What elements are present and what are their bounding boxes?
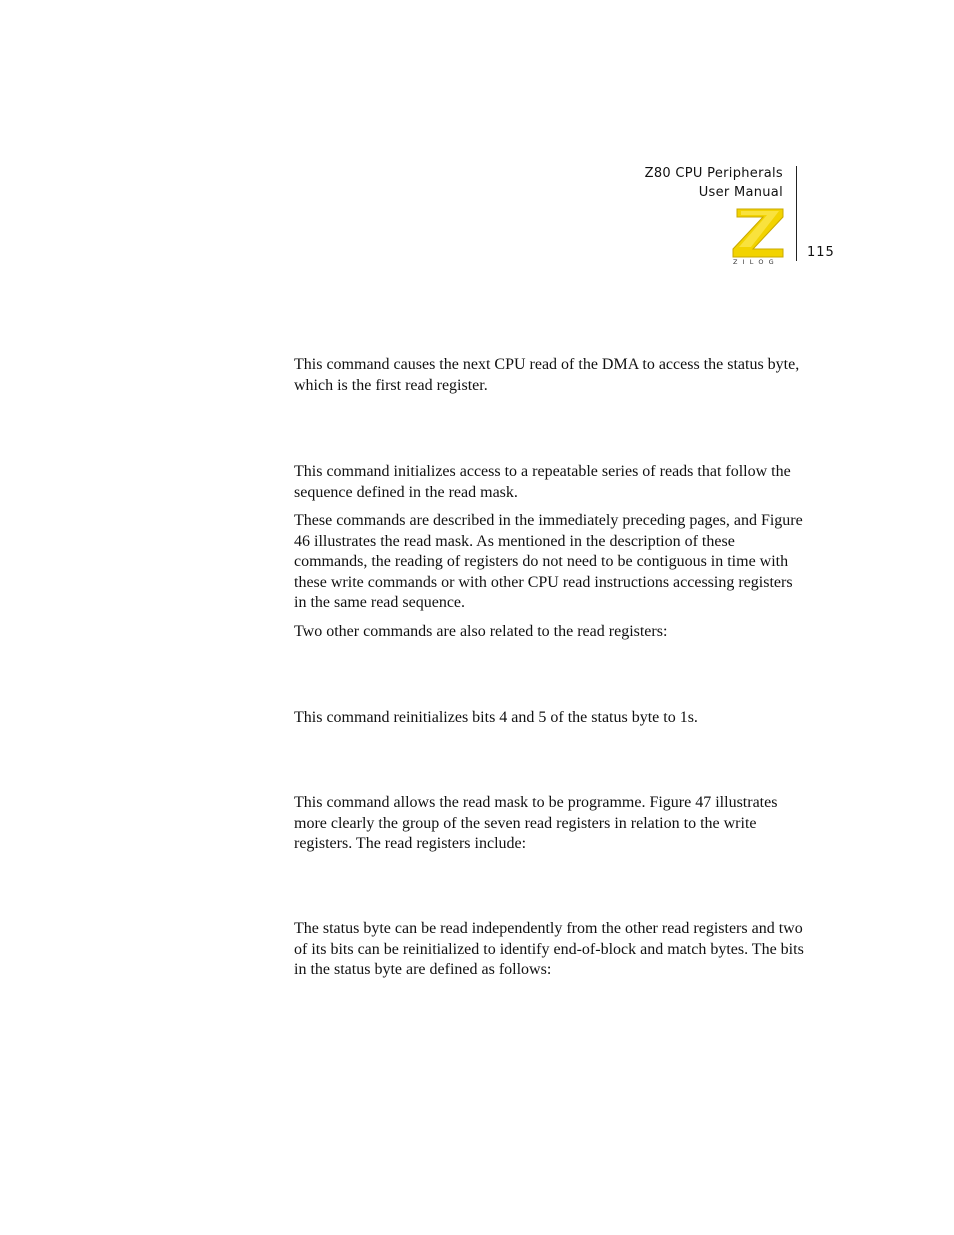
paragraph-read-mask-description: These commands are described in the immediately preceding pages, and Figure 46 illustrates the read mask. As mentioned in the description of these commands, the reading of registers do not need to be contiguous in time with these write commands or with other CPU read instructions accessing registers in the same read sequence. [294,512,803,611]
logo-wordmark: ZILOG [733,258,779,265]
paragraph-reinitialize-status-byte: This command reinitializes bits 4 and 5 of the status byte to 1s. [294,709,698,726]
page-number: 115 [807,245,835,260]
paragraph-status-byte: The status byte can be read independently from the other read registers and two of its bits can be reinitialized to identify end-of-block and match bytes. The bits in the status byte are defined as follows: [294,920,804,978]
paragraph-read-mask-follows: This command allows the read mask to be programme. Figure 47 illustrates more clearly the group of the seven read registers in relation to the write registers. The read registers include: [294,794,778,852]
running-header [645,164,783,202]
manual-title-line2: User Manual [698,185,783,200]
paragraph-initiate-read-sequence: This command initializes access to a repeatable series of reads that follow the sequence defined in the read mask. [294,463,791,501]
paragraph-read-status-byte: This command causes the next CPU read of the DMA to access the status byte, which is the first read register. [294,356,800,394]
header-divider [796,166,797,261]
zilog-logo [729,205,787,265]
paragraph-other-commands: Two other commands are also related to the read registers: [294,623,668,640]
manual-title-line1: Z80 CPU Peripherals [644,166,783,181]
